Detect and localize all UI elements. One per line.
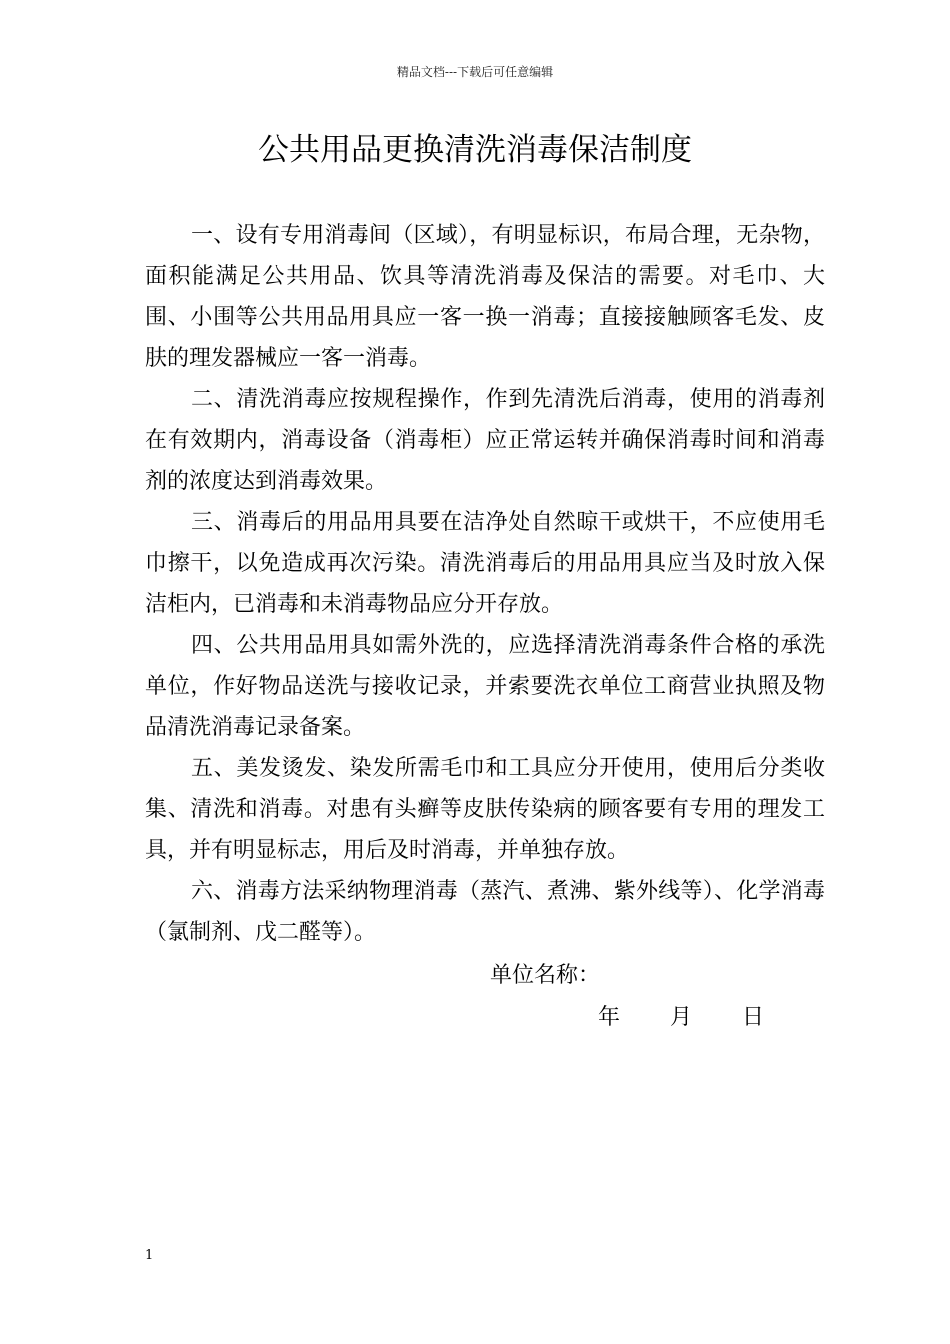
paragraph-5: 五、美发烫发、染发所需毛巾和工具应分开使用，使用后分类收集、清洗和消毒。对患有头癣等皮肤传染病的顾客要有专用的理发工具，并有明显标志，用后及时消毒，并单独存放。 (145, 756, 825, 863)
paragraph-2: 二、清洗消毒应按规程操作，作到先清洗后消毒，使用的消毒剂在有效期内，消毒设备（消毒柜）应正常运转并确保消毒时间和消毒剂的浓度达到消毒效果。 (145, 387, 825, 494)
date-line (598, 997, 764, 1038)
unit-name-label: 单位名称： (490, 963, 601, 988)
paragraph-3: 三、消毒后的用品用具要在洁净处自然晾干或烘干，不应使用毛巾擦干，以免造成再次污染。清洗消毒后的用品用具应当及时放入保洁柜内，已消毒和未消毒物品应分开存放。 (145, 510, 825, 617)
document-title: 公共用品更换清洗消毒保洁制度 (258, 132, 692, 168)
page-number: 1 (145, 1248, 154, 1263)
date-month: 月 (670, 1005, 693, 1030)
paragraph-1: 一、设有专用消毒间（区域），有明显标识，布局合理，无杂物，面积能满足公共用品、饮具等清洗消毒及保洁的需要。对毛巾、大围、小围等公共用品用具应一客一换一消毒；直接接触顾客毛发、皮肤的理发器械应一客一消毒。 (145, 223, 825, 371)
date-year: 年 (598, 1005, 621, 1030)
date-day: 日 (742, 1005, 765, 1030)
document-body (145, 215, 825, 953)
paragraph-6: 六、消毒方法采纳物理消毒（蒸汽、煮沸、紫外线等）、化学消毒（氯制剂、戊二醛等）。 (145, 879, 825, 945)
paragraph-4: 四、公共用品用具如需外洗的，应选择清洗消毒条件合格的承洗单位，作好物品送洗与接收记录，并索要洗衣单位工商营业执照及物品清洗消毒记录备案。 (145, 633, 825, 740)
page-header: 精品文档---下载后可任意编辑 (396, 65, 554, 79)
